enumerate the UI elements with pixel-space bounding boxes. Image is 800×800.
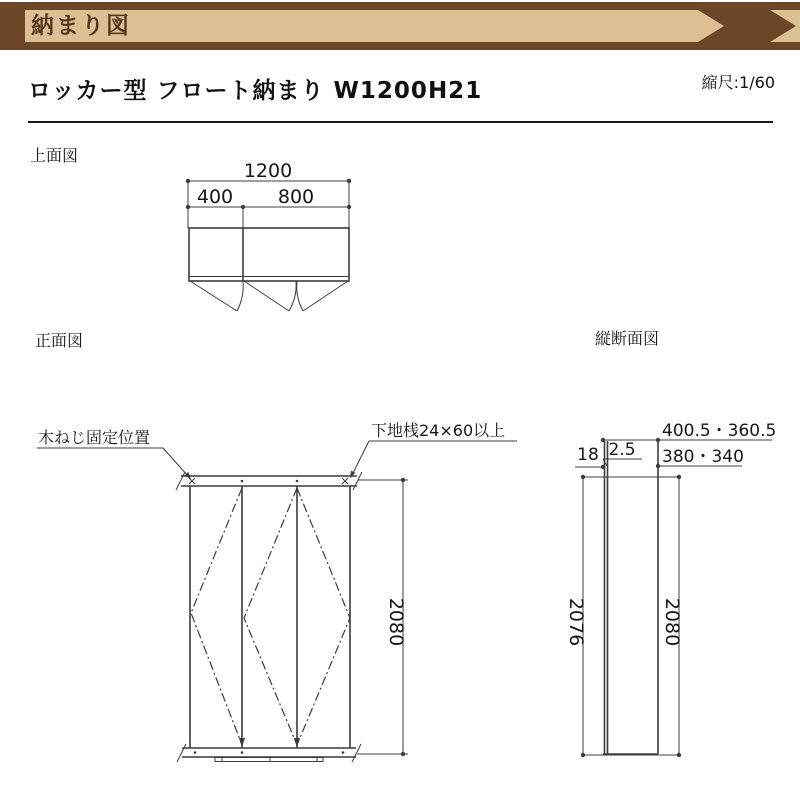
top-view-dim-total: 1200 (243, 160, 293, 182)
section-dim-inner-depth: 380・340 (662, 447, 744, 467)
drawing-title: ロッカー型 フロート納まり W1200H21 (28, 78, 483, 104)
annotation-rail-label: 下地桟24×60以上 (371, 421, 506, 440)
annotation-screw-position (37, 428, 191, 479)
page-title: 納まり図 (31, 12, 131, 39)
section-view-drawing (565, 329, 776, 757)
front-view-drawing (35, 331, 517, 762)
top-view-label: 上面図 (30, 146, 79, 165)
scale-label: 縮尺:1/60 (701, 73, 775, 92)
section-view-label: 縦断面図 (595, 329, 660, 348)
section-dim-depth: 400.5・360.5 (662, 421, 777, 441)
section-dim-total-height: 2080 (661, 597, 683, 647)
section-dim-gap: 2.5 (608, 440, 636, 460)
front-view-dim-height: 2080 (385, 597, 407, 647)
top-view-dim-left: 400 (196, 186, 234, 208)
section-dim-inner-height: 2076 (565, 597, 587, 647)
section-dim-thickness: 18 (577, 445, 599, 465)
door-opening-direction-lines (191, 488, 350, 747)
screw-position-marks (189, 478, 348, 484)
door-swing-lines (190, 281, 348, 311)
annotation-base-rail (350, 421, 517, 478)
top-view-drawing (30, 146, 351, 311)
top-view-dim-right: 800 (277, 186, 315, 208)
front-view-label: 正面図 (35, 331, 84, 350)
annotation-screw-label: 木ねじ固定位置 (38, 428, 151, 447)
